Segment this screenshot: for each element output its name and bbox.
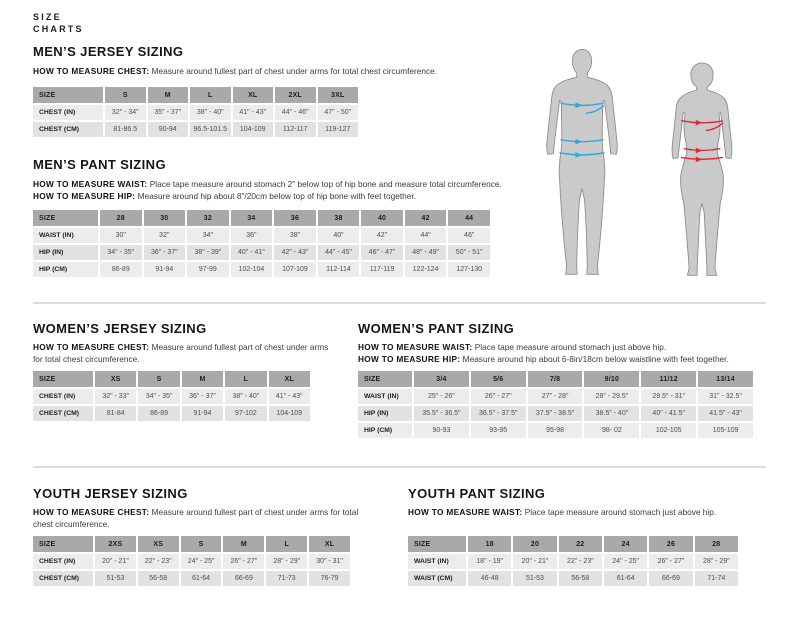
- size-header-cell: SIZE: [33, 87, 105, 105]
- data-cell: 28" - 29": [266, 554, 309, 571]
- howto-label: HOW TO MEASURE WAIST:: [358, 342, 473, 352]
- data-cell: 61-64: [181, 571, 224, 588]
- size-column-header: 28: [100, 210, 144, 228]
- data-cell: 98- 02: [584, 423, 641, 440]
- data-cell: 46-48: [468, 571, 513, 588]
- data-cell: 30": [100, 228, 144, 245]
- data-cell: 66-69: [649, 571, 694, 588]
- size-column-header: 42: [405, 210, 449, 228]
- data-cell: 117-119: [361, 262, 405, 279]
- row-label-cell: HIP (CM): [33, 262, 100, 279]
- size-column-header: M: [148, 87, 191, 105]
- data-cell: 96.5-101.5: [190, 122, 233, 139]
- data-cell: 32": [144, 228, 188, 245]
- size-column-header: 26: [649, 536, 694, 554]
- section-title-mens-pant: MEN’S PANT SIZING: [33, 157, 166, 172]
- data-cell: 66-69: [223, 571, 266, 588]
- size-column-header: 22: [559, 536, 604, 554]
- data-cell: 26" - 27": [649, 554, 694, 571]
- howto-text: Measure around hip about 8"/20cm below top of hip bone with feet together.: [135, 190, 416, 201]
- data-cell: 56-58: [559, 571, 604, 588]
- howto-womens-pant-waist: [358, 342, 768, 354]
- data-cell: 105-109: [698, 423, 755, 440]
- data-cell: 81-86.5: [105, 122, 148, 139]
- section-divider: [33, 302, 766, 304]
- row-label-cell: CHEST (CM): [33, 571, 95, 588]
- data-cell: 36.5" - 37.5": [471, 406, 528, 423]
- data-cell: 56-58: [138, 571, 181, 588]
- howto-label: HOW TO MEASURE CHEST:: [33, 342, 150, 352]
- logo-line2: CHARTS: [33, 24, 84, 35]
- section-title-womens-jersey: WOMEN’S JERSEY SIZING: [33, 321, 207, 336]
- row-label-cell: HIP (IN): [33, 245, 100, 262]
- youth-pant-table: [408, 536, 740, 588]
- howto-womens-pant: [358, 342, 768, 365]
- male-body-silhouette: [547, 49, 617, 274]
- size-header-cell: SIZE: [408, 536, 468, 554]
- howto-label: HOW TO MEASURE CHEST:: [33, 507, 150, 517]
- size-column-header: S: [105, 87, 148, 105]
- data-cell: 36" - 37": [182, 389, 225, 406]
- data-cell: 36" - 37": [144, 245, 188, 262]
- data-cell: 97-102: [225, 406, 268, 423]
- size-column-header: S: [138, 371, 181, 389]
- data-cell: 40" - 41.5": [641, 406, 698, 423]
- data-cell: 28" - 29": [695, 554, 740, 571]
- size-column-header: 24: [604, 536, 649, 554]
- data-cell: 35.5" - 36.5": [414, 406, 471, 423]
- size-column-header: 7/8: [528, 371, 585, 389]
- data-cell: 91-94: [144, 262, 188, 279]
- data-cell: 127-130: [448, 262, 492, 279]
- row-label-cell: WAIST (IN): [358, 389, 414, 406]
- row-label-cell: WAIST (IN): [408, 554, 468, 571]
- size-column-header: XL: [309, 536, 352, 554]
- size-column-header: 38: [318, 210, 362, 228]
- data-cell: 32" - 33": [95, 389, 138, 406]
- data-cell: 30" - 31": [309, 554, 352, 571]
- row-label-cell: CHEST (IN): [33, 105, 105, 122]
- data-cell: 97-99: [187, 262, 231, 279]
- data-cell: 38.5" - 40": [584, 406, 641, 423]
- howto-label: HOW TO MEASURE WAIST:: [33, 179, 148, 189]
- howto-text: Measure around fullest part of chest under arms for total chest circumference.: [33, 507, 359, 529]
- size-column-header: 36: [274, 210, 318, 228]
- howto-youth-pant-waist: [408, 507, 768, 519]
- data-cell: 102-104: [231, 262, 275, 279]
- row-label-cell: WAIST (CM): [408, 571, 468, 588]
- howto-text: Measure around fullest part of chest under arms for total chest circumference.: [149, 66, 438, 76]
- size-header-cell: SIZE: [358, 371, 414, 389]
- howto-text: Place tape measure around stomach just above hip.: [472, 342, 667, 352]
- data-cell: 40": [318, 228, 362, 245]
- size-column-header: 28: [695, 536, 740, 554]
- row-label-cell: HIP (IN): [358, 406, 414, 423]
- data-cell: 41" - 43": [233, 105, 276, 122]
- size-column-header: M: [223, 536, 266, 554]
- female-body-silhouette: [672, 63, 732, 275]
- data-cell: 44" - 45": [318, 245, 362, 262]
- data-cell: 34": [187, 228, 231, 245]
- data-cell: 29.5" - 31": [641, 389, 698, 406]
- data-cell: 119-127: [318, 122, 361, 139]
- data-cell: 22" - 23": [559, 554, 604, 571]
- howto-womens-jersey-chest: [33, 342, 333, 365]
- size-column-header: L: [190, 87, 233, 105]
- size-column-header: 13/14: [698, 371, 755, 389]
- data-cell: 76-79: [309, 571, 352, 588]
- data-cell: 24" - 25": [604, 554, 649, 571]
- data-cell: 36": [231, 228, 275, 245]
- howto-text: Measure around hip about 6-8in/18cm below waistline with feet together.: [460, 353, 729, 364]
- howto-womens-pant-hip: [358, 354, 768, 366]
- section-divider: [33, 466, 766, 468]
- size-column-header: XL: [233, 87, 276, 105]
- data-cell: 26" - 27": [471, 389, 528, 406]
- data-cell: 90-94: [148, 122, 191, 139]
- data-cell: 122-124: [405, 262, 449, 279]
- data-cell: 48" - 49": [405, 245, 449, 262]
- row-label-cell: WAIST (IN): [33, 228, 100, 245]
- data-cell: 71-74: [695, 571, 740, 588]
- howto-youth-jersey-chest: [33, 507, 378, 530]
- size-column-header: XS: [95, 371, 138, 389]
- section-title-youth-pant: YOUTH PANT SIZING: [408, 486, 546, 501]
- data-cell: 41.5" - 43": [698, 406, 755, 423]
- size-column-header: M: [182, 371, 225, 389]
- data-cell: 42" - 43": [274, 245, 318, 262]
- data-cell: 46": [448, 228, 492, 245]
- howto-text: Place tape measure around stomach just above hip.: [522, 507, 717, 517]
- size-column-header: 3XL: [318, 87, 361, 105]
- size-column-header: 30: [144, 210, 188, 228]
- howto-text: Measure around fullest part of chest under arms for total chest circumference.: [33, 342, 329, 364]
- size-header-cell: SIZE: [33, 210, 100, 228]
- data-cell: 51-53: [95, 571, 138, 588]
- howto-mens-pant-waist: [33, 179, 553, 191]
- data-cell: 28" - 29.5": [584, 389, 641, 406]
- howto-mens-jersey-chest: [33, 66, 553, 78]
- section-title-womens-pant: WOMEN’S PANT SIZING: [358, 321, 515, 336]
- data-cell: 44" - 46": [275, 105, 318, 122]
- data-cell: 20" - 21": [513, 554, 558, 571]
- howto-label: HOW TO MEASURE WAIST:: [408, 507, 523, 517]
- data-cell: 104-109: [269, 406, 312, 423]
- data-cell: 38" - 40": [225, 389, 268, 406]
- size-header-cell: SIZE: [33, 536, 95, 554]
- size-column-header: 2XL: [275, 87, 318, 105]
- size-column-header: 18: [468, 536, 513, 554]
- section-title-youth-jersey: YOUTH JERSEY SIZING: [33, 486, 188, 501]
- data-cell: 71-73: [266, 571, 309, 588]
- data-cell: 44": [405, 228, 449, 245]
- data-cell: 24" - 25": [181, 554, 224, 571]
- mens-pant-table: [33, 210, 492, 279]
- howto-label: HOW TO MEASURE HIP:: [33, 190, 136, 201]
- size-column-header: 5/6: [471, 371, 528, 389]
- howto-mens-pant: [33, 179, 553, 202]
- data-cell: 18" - 19": [468, 554, 513, 571]
- size-header-cell: SIZE: [33, 371, 95, 389]
- size-column-header: L: [266, 536, 309, 554]
- size-column-header: 9/10: [584, 371, 641, 389]
- data-cell: 102-105: [641, 423, 698, 440]
- data-cell: 86-89: [100, 262, 144, 279]
- data-cell: 50" - 51": [448, 245, 492, 262]
- row-label-cell: CHEST (IN): [33, 554, 95, 571]
- size-column-header: XL: [269, 371, 312, 389]
- data-cell: 38": [274, 228, 318, 245]
- size-column-header: S: [181, 536, 224, 554]
- data-cell: 34" - 35": [100, 245, 144, 262]
- data-cell: 47" - 50": [318, 105, 361, 122]
- data-cell: 34" - 35": [138, 389, 181, 406]
- womens-pant-table: [358, 371, 755, 440]
- data-cell: 86-89: [138, 406, 181, 423]
- data-cell: 27" - 28": [528, 389, 585, 406]
- size-column-header: L: [225, 371, 268, 389]
- howto-label: HOW TO MEASURE CHEST:: [33, 66, 150, 76]
- size-column-header: XS: [138, 536, 181, 554]
- data-cell: 93-95: [471, 423, 528, 440]
- size-column-header: 3/4: [414, 371, 471, 389]
- size-column-header: 20: [513, 536, 558, 554]
- row-label-cell: CHEST (CM): [33, 406, 95, 423]
- logo-line1: SIZE: [33, 12, 62, 22]
- data-cell: 42": [361, 228, 405, 245]
- size-charts-logo: [33, 11, 84, 35]
- data-cell: 38" - 39": [187, 245, 231, 262]
- male-figure: [538, 37, 626, 289]
- youth-jersey-table: [33, 536, 352, 588]
- row-label-cell: CHEST (CM): [33, 122, 105, 139]
- data-cell: 51-53: [513, 571, 558, 588]
- data-cell: 32" - 34": [105, 105, 148, 122]
- data-cell: 22" - 23": [138, 554, 181, 571]
- data-cell: 20" - 21": [95, 554, 138, 571]
- size-column-header: 2XS: [95, 536, 138, 554]
- data-cell: 81-84: [95, 406, 138, 423]
- mens-jersey-table: [33, 87, 360, 139]
- data-cell: 104-109: [233, 122, 276, 139]
- howto-text: Place tape measure around stomach 2" below top of hip bone and measure total circumference.: [147, 179, 502, 189]
- womens-jersey-table: [33, 371, 312, 423]
- data-cell: 107-109: [274, 262, 318, 279]
- size-column-header: 44: [448, 210, 492, 228]
- howto-mens-pant-hip: [33, 191, 553, 203]
- row-label-cell: CHEST (IN): [33, 389, 95, 406]
- data-cell: 90-93: [414, 423, 471, 440]
- female-figure: [662, 52, 742, 288]
- data-cell: 40" - 41": [231, 245, 275, 262]
- size-column-header: 11/12: [641, 371, 698, 389]
- data-cell: 26" - 27": [223, 554, 266, 571]
- size-column-header: 34: [231, 210, 275, 228]
- data-cell: 31" - 32.5": [698, 389, 755, 406]
- data-cell: 61-64: [604, 571, 649, 588]
- size-column-header: 40: [361, 210, 405, 228]
- section-title-mens-jersey: MEN’S JERSEY SIZING: [33, 44, 184, 59]
- size-column-header: 32: [187, 210, 231, 228]
- row-label-cell: HIP (CM): [358, 423, 414, 440]
- data-cell: 37.5" - 38.5": [528, 406, 585, 423]
- data-cell: 46" - 47": [361, 245, 405, 262]
- data-cell: 91-94: [182, 406, 225, 423]
- data-cell: 112-117: [275, 122, 318, 139]
- data-cell: 41" - 43": [269, 389, 312, 406]
- data-cell: 25" - 26": [414, 389, 471, 406]
- data-cell: 38" - 40": [190, 105, 233, 122]
- data-cell: 95-98: [528, 423, 585, 440]
- data-cell: 112-114: [318, 262, 362, 279]
- data-cell: 35" - 37": [148, 105, 191, 122]
- howto-label: HOW TO MEASURE HIP:: [358, 353, 461, 364]
